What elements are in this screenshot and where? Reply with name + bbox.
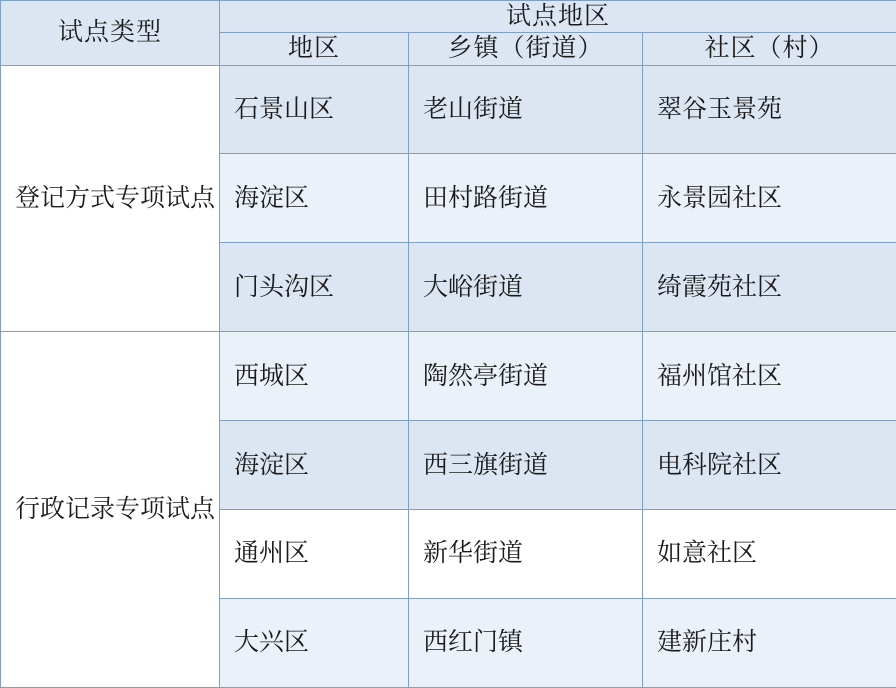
cell-community: 电科院社区: [643, 421, 896, 510]
cell-community: 福州馆社区: [643, 332, 896, 421]
cell-area: 通州区: [220, 510, 409, 599]
cell-town: 大峪街道: [409, 243, 643, 332]
cell-town: 田村路街道: [409, 154, 643, 243]
cell-community: 如意社区: [643, 510, 896, 599]
cell-town: 新华街道: [409, 510, 643, 599]
group-label-administrative: 行政记录专项试点: [1, 332, 220, 688]
cell-area: 门头沟区: [220, 243, 409, 332]
cell-town: 西红门镇: [409, 599, 643, 688]
header-pilot-region: 试点地区: [220, 1, 896, 33]
table-row: [1, 332, 896, 421]
cell-town: 老山街道: [409, 65, 643, 154]
cell-community: 翠谷玉景苑: [643, 65, 896, 154]
header-town: 乡镇（街道）: [409, 33, 643, 65]
header-area: 地区: [220, 33, 409, 65]
cell-community: 绮霞苑社区: [643, 243, 896, 332]
cell-area: 海淀区: [220, 421, 409, 510]
cell-area: 石景山区: [220, 65, 409, 154]
cell-community: 建新庄村: [643, 599, 896, 688]
table-header-row-1: [1, 1, 896, 33]
table-body: [1, 65, 896, 688]
cell-town: 西三旗街道: [409, 421, 643, 510]
table-header: [1, 1, 896, 66]
table-row: [1, 65, 896, 154]
cell-area: 西城区: [220, 332, 409, 421]
cell-town: 陶然亭街道: [409, 332, 643, 421]
group-label-registration: 登记方式专项试点: [1, 65, 220, 332]
cell-community: 永景园社区: [643, 154, 896, 243]
header-community: 社区（村）: [643, 33, 896, 65]
header-pilot-type: 试点类型: [1, 1, 220, 66]
cell-area: 大兴区: [220, 599, 409, 688]
cell-area: 海淀区: [220, 154, 409, 243]
